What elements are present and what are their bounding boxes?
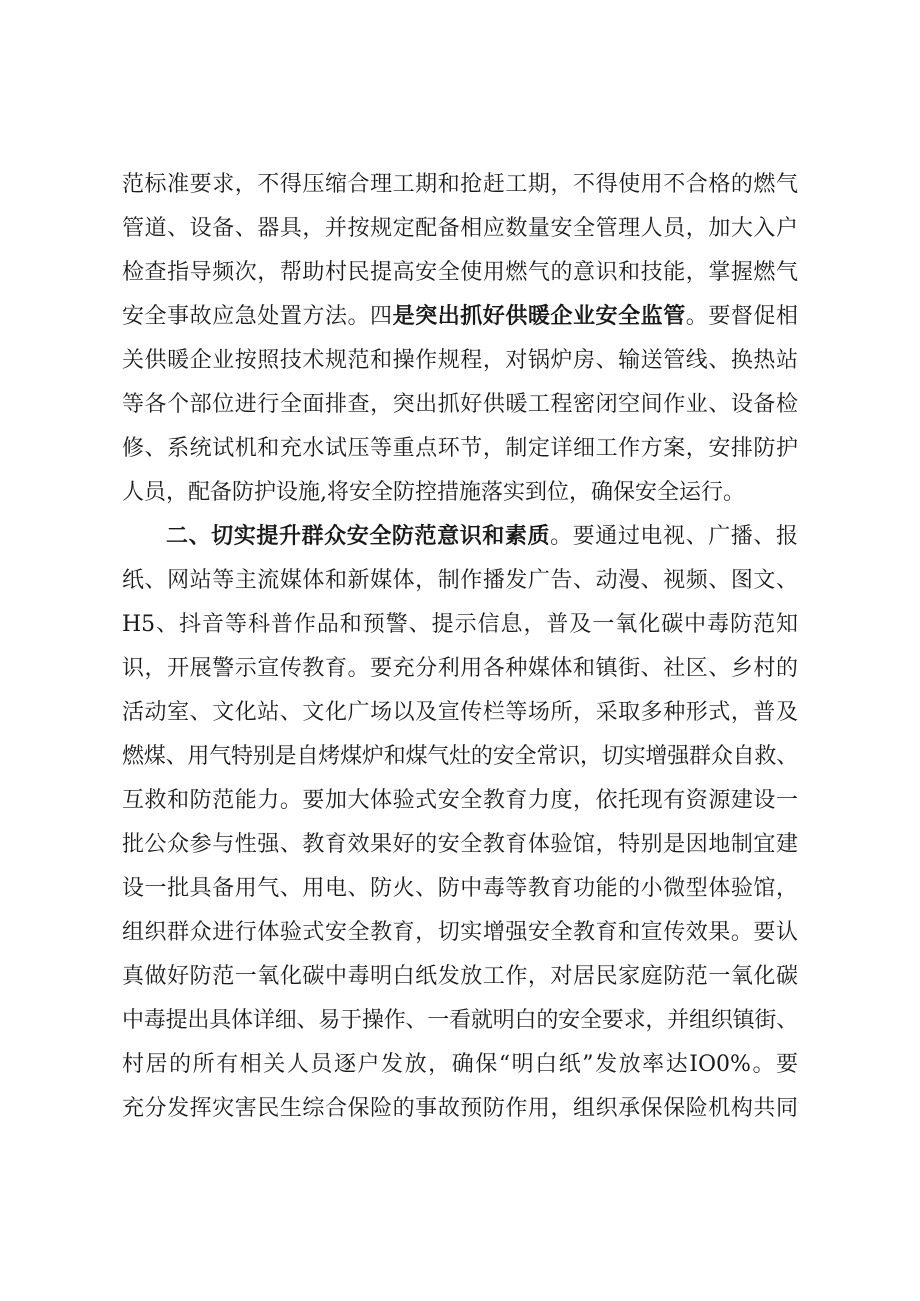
section-two-heading: 二、切实提升群众安全防范意识和素质 <box>166 524 551 549</box>
paragraph-2-line-1 <box>166 517 798 557</box>
paragraph-2-line-4: 识，开展警示宣传教育。要充分利用各种媒体和镇街、社区、乡村的 <box>122 656 798 681</box>
paragraph-1-line-7: 修、系统试机和充水试压等重点环节，制定详细工作方案，安排防护 <box>122 436 798 461</box>
paragraph-2-line-12: 中毒提出具体详细、易于操作、一看就明白的安全要求，并组织镇街、 <box>122 1008 798 1033</box>
paragraph-2-line-7: 互救和防范能力。要加大体验式安全教育力度，依托现有资源建设一 <box>122 788 798 813</box>
paragraph-1-line-6: 等各个部位进行全面排查，突出抓好供暖工程密闭空间作业、设备检 <box>122 392 798 417</box>
paragraph-2-line-5: 活动室、文化站、文化广场以及宣传栏等场所，采取多种形式，普及 <box>122 700 798 725</box>
paragraph-2-line-9: 设一批具备用气、用电、防火、防中毒等教育功能的小微型体验馆， <box>122 876 798 901</box>
paragraph-1-line-1: 范标准要求，不得压缩合理工期和抢赶工期，不得使用不合格的燃气 <box>122 172 798 197</box>
paragraph-1-line-5: 关供暖企业按照技术规范和操作规程，对锅炉房、输送管线、换热站 <box>122 348 798 373</box>
paragraph-2-line-2: 纸、网站等主流媒体和新媒体，制作播发广告、动漫、视频、图文、 <box>122 568 798 593</box>
paragraph-2-line-14: 充分发挥灾害民生综合保险的事故预防作用，组织承保保险机构共同 <box>122 1096 798 1121</box>
paragraph-2-line-1-tail: 。要通过电视、广播、报 <box>550 524 798 549</box>
paragraph-2-line-6: 燃煤、用气特别是自烤煤炉和煤气灶的安全常识，切实增强群众自救、 <box>122 744 798 769</box>
paragraph-1-line-4-lead: 安全事故应急处置方法。四 <box>122 304 393 329</box>
paragraph-1-line-4 <box>122 297 798 337</box>
paragraph-2-line-3: H5、抖音等科普作品和预警、提示信息，普及一氧化碳中毒防范知 <box>122 612 798 637</box>
paragraph-1-line-4-tail: 。要督促相 <box>685 304 798 329</box>
section-four-heading: 是突出抓好供暖企业安全监管 <box>392 304 686 329</box>
paragraph-1-line-3: 检查指导频次，帮助村民提高安全使用燃气的意识和技能，掌握燃气 <box>122 260 798 285</box>
paragraph-2-line-13: 村居的所有相关人员逐户发放，确保“明白纸”发放率达IO0%。要 <box>122 1052 798 1077</box>
paragraph-2-line-11: 真做好防范一氧化碳中毒明白纸发放工作，对居民家庭防范一氧化碳 <box>122 964 798 989</box>
paragraph-2-line-10: 组织群众进行体验式安全教育，切实增强安全教育和宣传效果。要认 <box>122 920 798 945</box>
paragraph-1-line-8: 人员，配备防护设施,将安全防控措施落实到位，确保安全运行。 <box>122 480 745 505</box>
paragraph-1-line-2: 管道、设备、器具，并按规定配备相应数量安全管理人员，加大入户 <box>122 216 798 241</box>
paragraph-2-line-8: 批公众参与性强、教育效果好的安全教育体验馆，特别是因地制宜建 <box>122 832 798 857</box>
